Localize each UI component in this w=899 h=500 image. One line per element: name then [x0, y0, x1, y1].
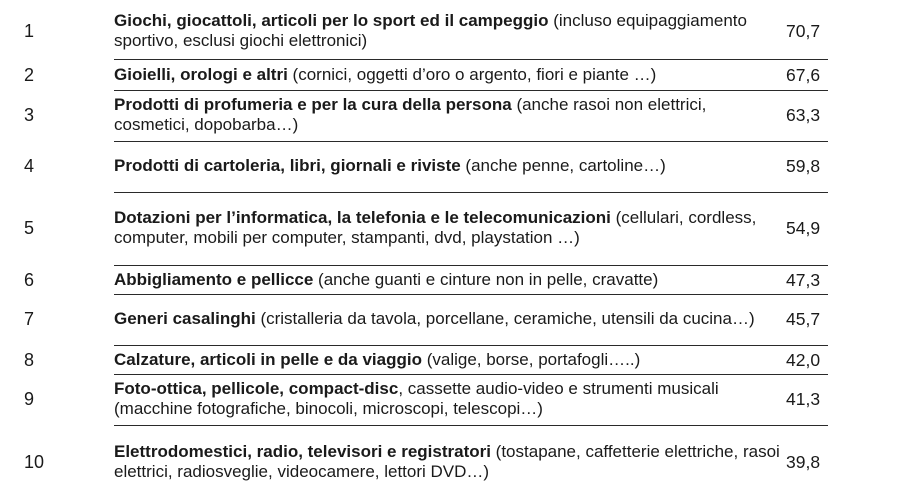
category-name: Prodotti di cartoleria, libri, giornali e riviste	[114, 156, 461, 175]
table-row	[0, 4, 899, 58]
row-description	[114, 11, 786, 51]
category-details: (cellulari, cordless, computer, mobili per computer, stampanti, dvd, playstation …)	[114, 208, 757, 247]
category-name: Abbigliamento e pellicce	[114, 270, 314, 289]
row-rank: 10	[24, 452, 45, 472]
table-row	[0, 376, 899, 422]
table-row	[0, 92, 899, 138]
row-divider	[114, 345, 828, 346]
row-divider	[114, 90, 828, 91]
row-divider	[114, 265, 828, 266]
row-rank: 9	[24, 389, 35, 409]
row-rank: 4	[24, 156, 35, 176]
category-details: (cristalleria da tavola, porcellane, ceramiche, utensili da cucina…)	[255, 309, 755, 328]
category-name: Calzature, articoli in pelle e da viaggio	[114, 350, 422, 369]
row-divider	[114, 59, 828, 60]
category-details: (tostapane, caffetterie elettriche, rasoi elettrici, radiosveglie, videocamere, lettori DVD…)	[114, 442, 780, 481]
row-divider	[114, 192, 828, 193]
category-name: Generi casalinghi	[114, 309, 256, 328]
row-value: 59,8	[786, 156, 821, 176]
row-description	[114, 379, 786, 419]
row-description	[114, 65, 804, 85]
row-rank: 5	[24, 218, 35, 238]
category-details: (valige, borse, portafogli…..)	[421, 350, 641, 369]
row-description	[114, 309, 786, 329]
category-name: Prodotti di profumeria e per la cura della persona	[114, 95, 512, 114]
row-value: 70,7	[786, 21, 821, 41]
row-divider	[114, 425, 828, 426]
category-details: (anche penne, cartoline…)	[460, 156, 666, 175]
category-name: Foto-ottica, pellicole, compact-disc	[114, 379, 399, 398]
row-rank: 7	[24, 309, 35, 329]
table-row	[0, 428, 899, 496]
category-name: Gioielli, orologi e altri	[114, 65, 288, 84]
table-row	[0, 61, 899, 89]
row-divider	[114, 294, 828, 295]
row-divider	[114, 141, 828, 142]
row-value: 47,3	[786, 270, 821, 290]
category-name: Giochi, giocattoli, articoli per lo sport ed il campeggio	[114, 11, 549, 30]
table-row	[0, 143, 899, 189]
table-row	[0, 347, 899, 373]
category-name: Dotazioni per l’informatica, la telefonia e le telecomunicazioni	[114, 208, 611, 227]
table-row	[0, 267, 899, 293]
category-name: Elettrodomestici, radio, televisori e registratori	[114, 442, 491, 461]
category-details: (anche rasoi non elettrici, cosmetici, dopobarba…)	[114, 95, 707, 134]
row-rank: 8	[24, 350, 35, 370]
row-description	[114, 156, 786, 176]
category-details: (cornici, oggetti d’oro o argento, fiori e piante …)	[287, 65, 657, 84]
row-value: 54,9	[786, 218, 821, 238]
row-value: 39,8	[786, 452, 821, 472]
table-row	[0, 296, 899, 342]
row-description	[114, 270, 804, 290]
row-value: 67,6	[786, 65, 821, 85]
row-description	[114, 208, 786, 248]
row-rank: 2	[24, 65, 35, 85]
row-value: 41,3	[786, 389, 821, 409]
row-divider	[114, 374, 828, 375]
category-details: , cassette audio-video e strumenti musicali (macchine fotografiche, binocoli, microscopi, telescopi…)	[114, 379, 719, 418]
row-description	[114, 350, 786, 370]
row-description	[114, 95, 786, 135]
row-rank: 1	[24, 21, 35, 41]
table-row	[0, 194, 899, 262]
row-rank: 3	[24, 105, 35, 125]
row-rank: 6	[24, 270, 35, 290]
category-details: (anche guanti e cinture non in pelle, cravatte)	[313, 270, 659, 289]
row-description	[114, 442, 786, 482]
category-details: (incluso equipaggiamento sportivo, esclusi giochi elettronici)	[114, 11, 747, 50]
row-value: 42,0	[786, 350, 821, 370]
row-value: 63,3	[786, 105, 821, 125]
row-value: 45,7	[786, 309, 821, 329]
